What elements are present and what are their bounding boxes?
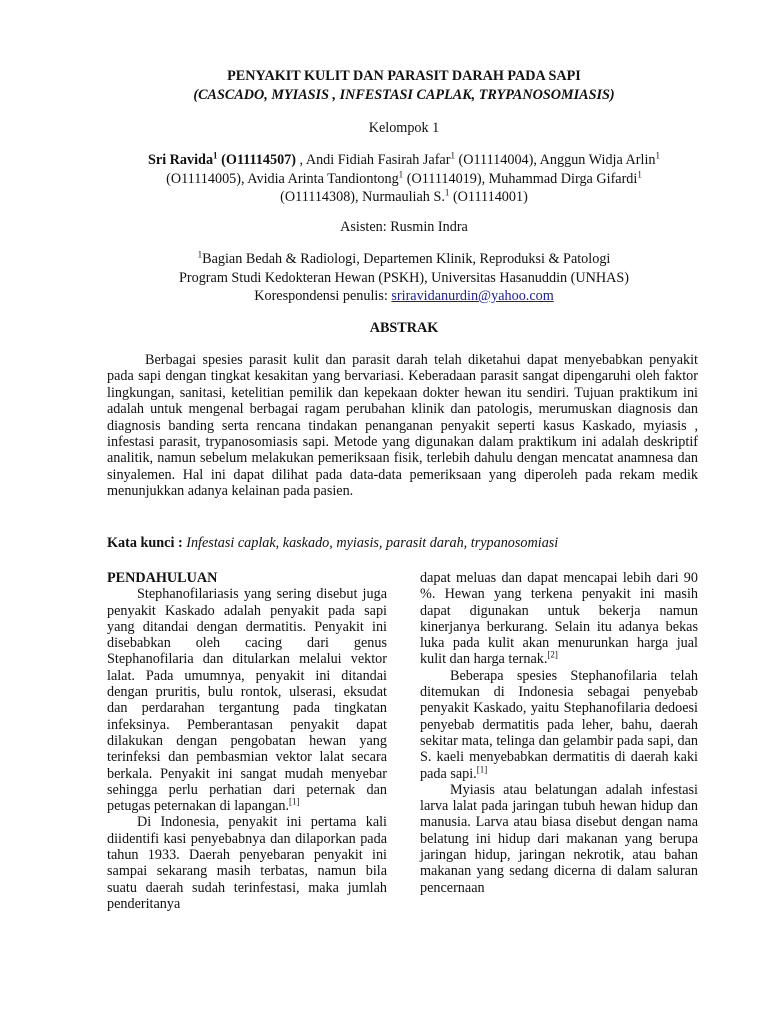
affiliation: $^1$Bagian Bedah & Radiologi, Departemen Klinik, Reproduksi & Patologi Program Studi Kedokteran Hewan (PSKH), Universitas Hasanuddin (UNHAS) Korespondensi penulis: sriravidanurdin@yahoo.com [100, 250, 708, 306]
correspondence-email-link[interactable]: sriravidanurdin@yahoo.com [391, 288, 554, 304]
group-label: Kelompok 1 [368, 120, 440, 136]
left-paragraph-2: Di Indonesia, penyakit ini pertama kali diidentifi kasi penyebabnya dan dilaporkan pada tahun 1933. Daerah penyebaran penyakit ini sampai sekarang masih terbatas, namun bila suatu daerah sudah terinfestasi, maka jumlah penderitanya [107, 814, 387, 912]
assistant-line: Asisten: Rusmin Indra [340, 219, 468, 235]
keywords-line [107, 535, 698, 552]
citation: [2] [547, 649, 558, 660]
right-column [420, 570, 698, 896]
left-column [107, 570, 387, 912]
right-paragraph-2: Beberapa spesies Stephanofilaria telah ditemukan di Indonesia sebagai penyebab penyakit Kaskado, yaitu Stephanofilaria dedoesi penyebab dermatitis pada leher, bahu, daerah sekitar mata, telinga dan gelambir pada sapi, dan S. kaeli menyebabkan dermatitis di daerah kaki pada sapi.[1] [420, 667, 698, 782]
section-heading-pendahuluan: PENDAHULUAN [107, 570, 218, 586]
title-line-2: (CASCADO, MYIASIS , INFESTASI CAPLAK, TRYPANOSOMIASIS) [193, 87, 615, 103]
right-paragraph-1: dapat meluas dan dapat mencapai lebih dari 90 %. Hewan yang terkena penyakit ini masih dapat digunakan untuk bekerja namun kinerjanya berkurang. Selain itu adanya bekas luka pada kulit akan menurunkan harga jual kulit dan harga ternak.[2] [420, 570, 698, 668]
affiliation-line-1: Bagian Bedah & Radiologi, Departemen Klinik, Reproduksi & Patologi [202, 251, 611, 267]
left-paragraph-1: Stephanofilariasis yang sering disebut juga penyakit Kaskado adalah penyakit pada sapi yang ditandai dengan dermatitis. Penyakit ini disebabkan oleh cacing dari genus Stephanofilaria dan ditularkan melalui vektor lalat. Pada umumnya, penyakit ini ditandai dengan pruritis, bulu rontok, ulserasi, eksudat dan perdarahan tergantung pada tingkatan infeksinya. Pemberantasan penyakit dapat dilakukan dengan pengobatan hewan yang terinfeksi dan pembasmian vektor lalat secara berkala. Penyakit ini sangat mudah menyebar sehingga perlu perhatian dari peternak dan petugas peternakan di lapangan.[1] [107, 586, 387, 815]
title-line-1: PENYAKIT KULIT DAN PARASIT DARAH PADA SAPI [227, 68, 581, 84]
author-list: Sri Ravida$^1$ (O11114507) , Andi Fidiah Fasirah Jafar$^1$ (O11114004), Anggun Widja Arlin$^1$ (O11114005), Avidia Arinta Tandiontong$^1$ (O11114019), Muhammad Dirga Gifardi$^1$ (O11114308), Nurmauliah S.$^1$ (O11114001) [148, 150, 660, 205]
citation: [1] [289, 796, 300, 807]
abstract-text: Berbagai spesies parasit kulit dan parasit darah telah diketahui dapat menyebabkan penyakit pada sapi dengan tingkat kesakitan yang bervariasi. Keberadaan parasit sangat dipengaruhi oleh faktor lingkungan, sanitasi, ketelitian pemilik dan kepekaan dokter hewan itu sendiri. Tujuan praktikum ini adalah untuk mengenal berbagai ragam perubahan klinik dan patologis, merumuskan diagnosis dan diagnosis banding serta rencana tindakan penanganan penyakit seperti kasus Kaskado, myiasis , infestasi parasit, trypanosomiasis sapi. Metode yang digunakan dalam praktikum ini adalah deskriptif analitik, namun sebelum melakukan pemeriksaan fisik, terlebih dahulu dengan mencatat anamnesa dan sinyalemen. Hal ini dapat dilihat pada data-data pemeriksaan yang diperoleh pada rekam medik menunjukkan adanya kelainan pada pasien. [107, 352, 698, 500]
main-author-id: (O11114507) [217, 152, 296, 168]
citation: [1] [476, 763, 488, 774]
abstract-heading: ABSTRAK [369, 320, 439, 336]
keywords-label: Kata kunci : [107, 535, 187, 551]
keywords-list: Infestasi caplak, kaskado, myiasis, parasit darah, trypanosomiasi [186, 535, 559, 551]
paper-title [100, 67, 708, 105]
correspondence-label: Korespondensi penulis: [254, 288, 392, 304]
affiliation-line-2: Program Studi Kedokteran Hewan (PSKH), Universitas Hasanuddin (UNHAS) [179, 269, 629, 286]
main-author-name: Sri Ravida [148, 152, 214, 168]
right-paragraph-3: Myiasis atau belatungan adalah infestasi larva lalat pada jaringan tubuh hewan hidup dan manusia. Larva atau biasa disebut dengan nama belatung ini hidup dari makanan yang berupa jaringan hidup, jaringan nekrotik, atau bahan makanan yang sedang dicerna di dalam saluran pencernaan [420, 781, 698, 896]
